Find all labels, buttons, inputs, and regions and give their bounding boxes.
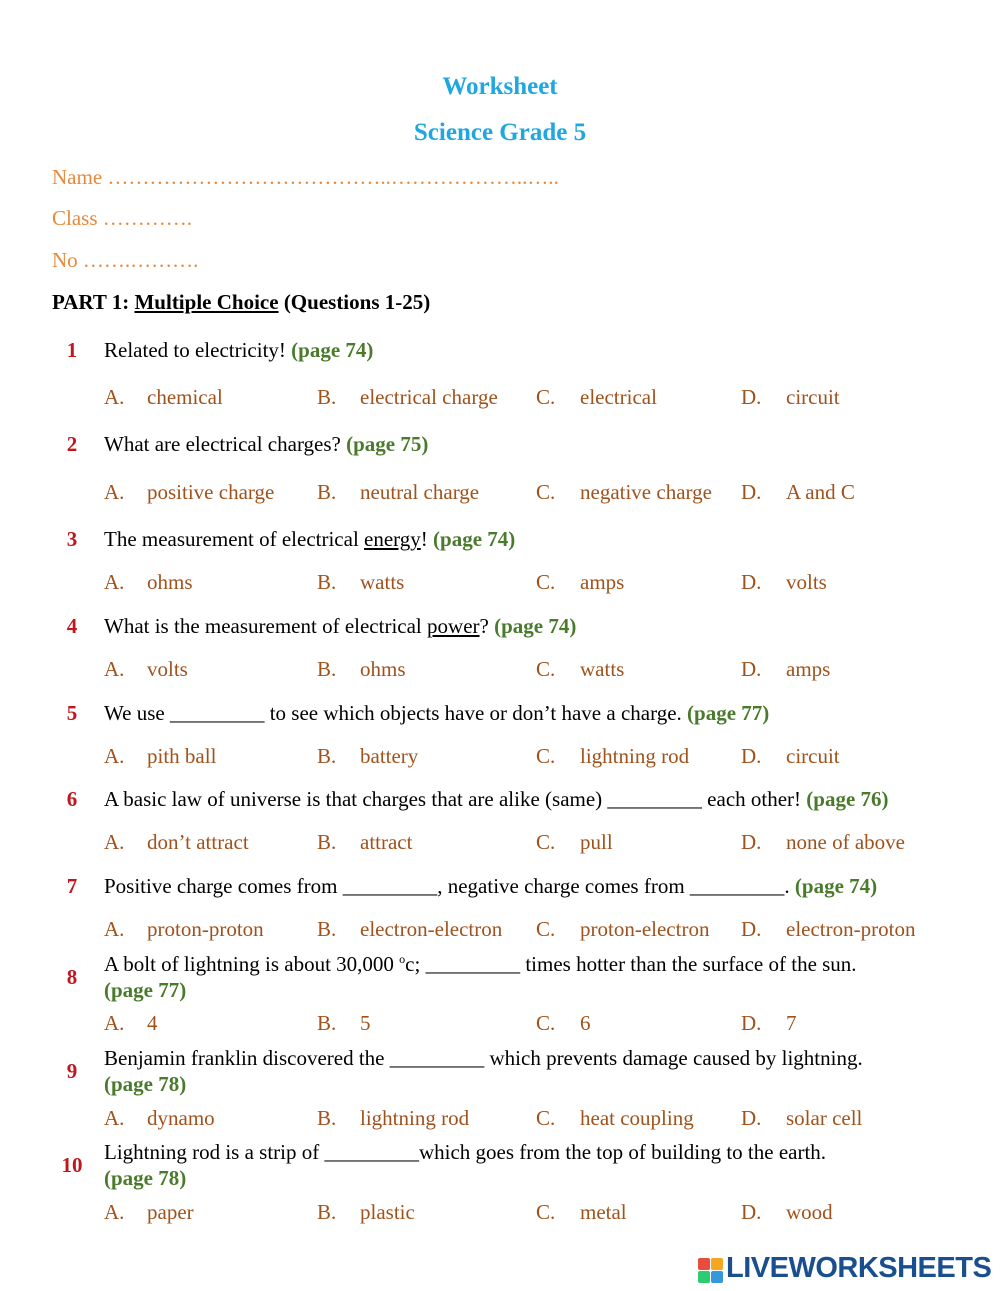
question-number: 9 [66, 1059, 78, 1083]
logo-mark-icon [698, 1258, 724, 1284]
question-number: 8 [66, 965, 78, 989]
page-reference: (page 74) [794, 874, 878, 898]
page-reference: (page 74) [433, 527, 516, 551]
logo-square-l [698, 1258, 710, 1270]
options-row: A. dynamo B. lightning rod C. heat coupling D. solar cell [104, 1106, 863, 1130]
logo-square-v [698, 1271, 710, 1283]
options-row: A. proton-proton B. electron-electron C. proton-electron D. electron-proton [104, 917, 916, 941]
question-number: 5 [66, 701, 78, 725]
options-row: A. positive charge B. neutral charge C. negative charge D. A and C [104, 480, 855, 504]
question-text: What is the measurement of electrical power? (page 74) [104, 614, 577, 638]
logo-text: LIVEWORKSHEETS [726, 1252, 992, 1284]
question-number: 10 [61, 1153, 83, 1177]
options-row: A. don’t attract B. attract C. pull D. none of above [104, 830, 905, 854]
question-number: 2 [66, 432, 78, 456]
page-reference: (page 74) [494, 614, 577, 638]
question-text: Related to electricity! (page 74) [104, 338, 374, 362]
part-heading [52, 290, 430, 315]
logo-square-i [711, 1258, 723, 1270]
question-number: 7 [66, 874, 78, 898]
question-number: 1 [66, 338, 78, 362]
question-text: Positive charge comes from _________, negative charge comes from _________. (page 74) [104, 874, 878, 898]
question-text: The measurement of electrical energy! (page 74) [104, 527, 516, 551]
worksheet-subtitle: Science Grade 5 [413, 119, 587, 146]
question-text: A basic law of universe is that charges that are alike (same) _________ each other! (page 76) [104, 787, 889, 811]
question-number: 3 [66, 527, 78, 551]
options-row: A. pith ball B. battery C. lightning rod D. circuit [104, 744, 840, 768]
question-number: 4 [66, 614, 78, 638]
part-title: Multiple Choice [134, 290, 279, 314]
page-reference: (page 77) [687, 701, 770, 725]
page-reference: (page 77) [104, 978, 187, 1002]
options-row: A. chemical B. electrical charge C. electrical D. circuit [104, 385, 840, 409]
name-field[interactable]: Name …………………………………..………………..….. [52, 165, 559, 189]
logo-square-e [711, 1271, 723, 1283]
question-text: What are electrical charges? (page 75) [104, 432, 429, 456]
question-number: 6 [66, 787, 78, 811]
part-suffix: (Questions 1-25) [278, 290, 431, 314]
part-prefix: PART 1: [52, 290, 135, 314]
options-row: A. 4 B. 5 C. 6 D. 7 [104, 1011, 797, 1035]
question-text: Lightning rod is a strip of _________which goes from the top of building to the earth. [104, 1140, 827, 1164]
question-text: We use _________ to see which objects have or don’t have a charge. (page 77) [104, 701, 770, 725]
page-reference: (page 75) [346, 432, 429, 456]
question-text: Benjamin franklin discovered the _________ which prevents damage caused by lightning. [104, 1046, 863, 1070]
page-reference: (page 78) [104, 1166, 187, 1190]
question-text: A bolt of lightning is about 30,000 $^o$c; _________ times hotter than the surface of the sun. [104, 952, 857, 976]
options-row: A. volts B. ohms C. watts D. amps [104, 657, 831, 681]
page-reference: (page 78) [104, 1072, 187, 1096]
options-row: A. ohms B. watts C. amps D. volts [104, 570, 827, 594]
number-field[interactable]: No …….………. [52, 248, 199, 272]
class-field[interactable]: Class …………. [52, 206, 193, 230]
worksheet-title: Worksheet [442, 73, 558, 100]
options-row: A. paper B. plastic C. metal D. wood [104, 1200, 833, 1224]
page-reference: (page 76) [806, 787, 889, 811]
page-reference: (page 74) [291, 338, 374, 362]
